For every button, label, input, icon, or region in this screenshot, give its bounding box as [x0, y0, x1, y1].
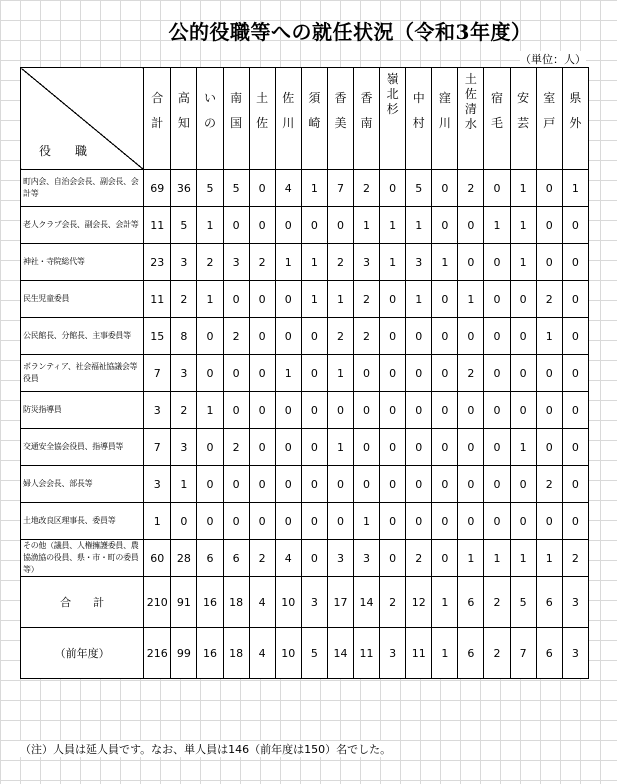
- value-cell: 0: [301, 355, 327, 392]
- value-cell: 12: [406, 577, 432, 628]
- value-cell: 0: [354, 466, 380, 503]
- value-cell: 0: [354, 429, 380, 466]
- row-label: 土地改良区理事長、委員等: [21, 503, 144, 540]
- value-cell: 11: [144, 281, 171, 318]
- value-cell: 0: [536, 244, 562, 281]
- value-cell: 2: [484, 577, 510, 628]
- table-row: [21, 170, 589, 207]
- value-cell: 0: [406, 392, 432, 429]
- table-row: [21, 540, 589, 577]
- value-cell: 1: [536, 540, 562, 577]
- value-cell: 0: [458, 392, 484, 429]
- value-cell: 2: [171, 392, 197, 429]
- value-cell: 0: [197, 429, 223, 466]
- column-header: [510, 68, 536, 170]
- row-label: 公民館長、分館長、主事委員等: [21, 318, 144, 355]
- value-cell: 0: [301, 540, 327, 577]
- column-header: [144, 68, 171, 170]
- value-cell: 1: [301, 244, 327, 281]
- value-cell: 6: [223, 540, 249, 577]
- value-cell: 10: [275, 628, 301, 679]
- value-cell: 1: [536, 318, 562, 355]
- value-cell: 1: [432, 244, 458, 281]
- value-cell: 6: [197, 540, 223, 577]
- column-header-text: 香南: [360, 91, 373, 130]
- value-cell: 3: [144, 466, 171, 503]
- column-header-text: 室戸: [543, 91, 556, 130]
- value-cell: 28: [171, 540, 197, 577]
- value-cell: 2: [484, 628, 510, 679]
- column-header-text: 佐川: [282, 91, 295, 130]
- value-cell: 0: [484, 170, 510, 207]
- value-cell: 0: [510, 503, 536, 540]
- column-header: [432, 68, 458, 170]
- value-cell: 0: [301, 503, 327, 540]
- value-cell: 1: [406, 207, 432, 244]
- value-cell: 1: [484, 207, 510, 244]
- column-header-text: 県外: [569, 91, 582, 130]
- value-cell: 11: [144, 207, 171, 244]
- value-cell: 2: [406, 540, 432, 577]
- value-cell: 1: [197, 207, 223, 244]
- value-cell: 6: [458, 628, 484, 679]
- row-label: ボランティア、社会福祉協議会等役員: [21, 355, 144, 392]
- column-header: [275, 68, 301, 170]
- value-cell: 1: [327, 355, 353, 392]
- value-cell: 99: [171, 628, 197, 679]
- value-cell: 0: [536, 429, 562, 466]
- table-row: [21, 355, 589, 392]
- value-cell: 3: [171, 429, 197, 466]
- value-cell: 69: [144, 170, 171, 207]
- value-cell: 0: [510, 318, 536, 355]
- value-cell: 0: [223, 503, 249, 540]
- value-cell: 2: [171, 281, 197, 318]
- table-row: [21, 466, 589, 503]
- value-cell: 0: [510, 355, 536, 392]
- value-cell: 0: [380, 318, 406, 355]
- column-header: [327, 68, 353, 170]
- column-header-text: いの: [203, 91, 216, 130]
- column-header-text: 窪川: [438, 91, 451, 130]
- row-label: 婦人会会長、部長等: [21, 466, 144, 503]
- value-cell: 7: [144, 429, 171, 466]
- value-cell: 3: [171, 244, 197, 281]
- value-cell: 0: [484, 281, 510, 318]
- value-cell: 5: [510, 577, 536, 628]
- value-cell: 7: [510, 628, 536, 679]
- value-cell: 7: [327, 170, 353, 207]
- value-cell: 0: [275, 207, 301, 244]
- value-cell: 0: [301, 318, 327, 355]
- value-cell: 3: [562, 628, 588, 679]
- table-row: [21, 503, 589, 540]
- value-cell: 0: [562, 503, 588, 540]
- value-cell: 18: [223, 628, 249, 679]
- value-cell: 1: [197, 281, 223, 318]
- value-cell: 0: [432, 281, 458, 318]
- value-cell: 0: [432, 429, 458, 466]
- column-header-text: 中村: [412, 91, 425, 130]
- column-header-text: 土佐清水: [464, 72, 477, 131]
- value-cell: 1: [275, 244, 301, 281]
- total-row: [21, 577, 589, 628]
- value-cell: 0: [249, 429, 275, 466]
- value-cell: 0: [458, 429, 484, 466]
- value-cell: 3: [223, 244, 249, 281]
- table-row: [21, 244, 589, 281]
- value-cell: 10: [275, 577, 301, 628]
- row-label: 民生児童委員: [21, 281, 144, 318]
- value-cell: 0: [458, 244, 484, 281]
- value-cell: 1: [432, 628, 458, 679]
- column-header: [354, 68, 380, 170]
- appointments-table: [20, 67, 589, 679]
- value-cell: 2: [249, 244, 275, 281]
- value-cell: 0: [562, 318, 588, 355]
- value-cell: 0: [406, 429, 432, 466]
- value-cell: 2: [249, 540, 275, 577]
- column-header: [484, 68, 510, 170]
- value-cell: 0: [275, 429, 301, 466]
- value-cell: 0: [380, 429, 406, 466]
- value-cell: 3: [354, 540, 380, 577]
- row-label: 防災指導員: [21, 392, 144, 429]
- value-cell: 1: [484, 540, 510, 577]
- value-cell: 1: [327, 429, 353, 466]
- value-cell: 0: [380, 355, 406, 392]
- value-cell: 5: [171, 207, 197, 244]
- value-cell: 2: [327, 318, 353, 355]
- value-cell: 0: [327, 392, 353, 429]
- value-cell: 14: [354, 577, 380, 628]
- value-cell: 0: [249, 355, 275, 392]
- value-cell: 0: [171, 503, 197, 540]
- value-cell: 60: [144, 540, 171, 577]
- value-cell: 0: [197, 355, 223, 392]
- value-cell: 0: [249, 281, 275, 318]
- value-cell: 6: [536, 628, 562, 679]
- row-label: （前年度）: [21, 628, 144, 679]
- row-label: その他（議員、人権擁護委員、農協漁協の役員、県・市・町の委員等）: [21, 540, 144, 577]
- value-cell: 0: [249, 392, 275, 429]
- value-cell: 8: [171, 318, 197, 355]
- column-header: [406, 68, 432, 170]
- value-cell: 5: [223, 170, 249, 207]
- value-cell: 0: [406, 318, 432, 355]
- column-header-text: 香美: [334, 91, 347, 130]
- row-label: 町内会、自治会会長、副会長、会計等: [21, 170, 144, 207]
- value-cell: 2: [354, 318, 380, 355]
- value-cell: 3: [171, 355, 197, 392]
- value-cell: 0: [249, 318, 275, 355]
- value-cell: 3: [562, 577, 588, 628]
- value-cell: 0: [510, 392, 536, 429]
- column-header-text: 嶺北杉: [386, 72, 399, 116]
- previous-year-row: [21, 628, 589, 679]
- value-cell: 6: [536, 577, 562, 628]
- value-cell: 0: [432, 318, 458, 355]
- value-cell: 0: [223, 207, 249, 244]
- value-cell: 0: [562, 281, 588, 318]
- value-cell: 4: [275, 540, 301, 577]
- value-cell: 1: [354, 503, 380, 540]
- value-cell: 0: [223, 281, 249, 318]
- column-header-text: 須崎: [308, 91, 321, 130]
- value-cell: 0: [458, 318, 484, 355]
- value-cell: 3: [301, 577, 327, 628]
- value-cell: 0: [536, 207, 562, 244]
- value-cell: 0: [275, 318, 301, 355]
- value-cell: 2: [458, 170, 484, 207]
- value-cell: 15: [144, 318, 171, 355]
- value-cell: 0: [301, 466, 327, 503]
- value-cell: 0: [484, 392, 510, 429]
- value-cell: 1: [510, 429, 536, 466]
- value-cell: 2: [380, 577, 406, 628]
- value-cell: 1: [458, 540, 484, 577]
- column-header: [458, 68, 484, 170]
- value-cell: 2: [223, 318, 249, 355]
- value-cell: 0: [562, 429, 588, 466]
- value-cell: 0: [380, 466, 406, 503]
- value-cell: 2: [354, 170, 380, 207]
- header-row: [21, 68, 589, 170]
- value-cell: 1: [510, 540, 536, 577]
- value-cell: 0: [562, 244, 588, 281]
- unit-label: （単位：人）: [520, 53, 586, 66]
- value-cell: 3: [144, 392, 171, 429]
- value-cell: 4: [275, 170, 301, 207]
- value-cell: 0: [562, 355, 588, 392]
- table-row: [21, 429, 589, 466]
- value-cell: 0: [432, 392, 458, 429]
- value-cell: 0: [197, 318, 223, 355]
- value-cell: 3: [327, 540, 353, 577]
- value-cell: 4: [249, 628, 275, 679]
- value-cell: 1: [171, 466, 197, 503]
- value-cell: 1: [458, 281, 484, 318]
- value-cell: 0: [223, 466, 249, 503]
- value-cell: 23: [144, 244, 171, 281]
- column-header-text: 高知: [177, 91, 190, 130]
- value-cell: 1: [406, 281, 432, 318]
- value-cell: 11: [406, 628, 432, 679]
- value-cell: 0: [510, 281, 536, 318]
- value-cell: 0: [275, 281, 301, 318]
- value-cell: 0: [432, 466, 458, 503]
- value-cell: 0: [301, 429, 327, 466]
- value-cell: 0: [432, 355, 458, 392]
- value-cell: 0: [249, 207, 275, 244]
- value-cell: 0: [406, 503, 432, 540]
- value-cell: 1: [197, 392, 223, 429]
- value-cell: 0: [380, 281, 406, 318]
- value-cell: 2: [327, 244, 353, 281]
- column-header: [301, 68, 327, 170]
- column-header: [380, 68, 406, 170]
- value-cell: 1: [301, 170, 327, 207]
- value-cell: 16: [197, 577, 223, 628]
- column-header-text: 安芸: [517, 91, 530, 130]
- header-label: 役 職: [39, 144, 94, 158]
- value-cell: 0: [223, 355, 249, 392]
- value-cell: 0: [432, 170, 458, 207]
- value-cell: 0: [458, 503, 484, 540]
- value-cell: 0: [484, 355, 510, 392]
- value-cell: 0: [406, 466, 432, 503]
- value-cell: 0: [484, 244, 510, 281]
- value-cell: 3: [406, 244, 432, 281]
- value-cell: 0: [562, 392, 588, 429]
- column-header: [223, 68, 249, 170]
- value-cell: 0: [301, 207, 327, 244]
- value-cell: 1: [354, 207, 380, 244]
- value-cell: 0: [223, 392, 249, 429]
- value-cell: 6: [458, 577, 484, 628]
- value-cell: 91: [171, 577, 197, 628]
- value-cell: 0: [197, 466, 223, 503]
- row-label: 交通安全協会役員、指導員等: [21, 429, 144, 466]
- value-cell: 0: [380, 503, 406, 540]
- value-cell: 3: [354, 244, 380, 281]
- column-header-text: 土佐: [256, 91, 269, 130]
- value-cell: 1: [144, 503, 171, 540]
- footnote: （注）人員は延人員です。なお、単人員は146（前年度は150）名でした。: [20, 743, 392, 756]
- table-row: [21, 392, 589, 429]
- table-row: [21, 318, 589, 355]
- table-row: [21, 281, 589, 318]
- column-header: [197, 68, 223, 170]
- value-cell: 1: [301, 281, 327, 318]
- value-cell: 0: [301, 392, 327, 429]
- column-header-text: 合計: [151, 91, 164, 130]
- value-cell: 1: [327, 281, 353, 318]
- value-cell: 0: [354, 392, 380, 429]
- column-header-text: 南国: [230, 91, 243, 130]
- value-cell: 1: [275, 355, 301, 392]
- value-cell: 2: [536, 281, 562, 318]
- value-cell: 0: [484, 318, 510, 355]
- value-cell: 2: [223, 429, 249, 466]
- value-cell: 0: [249, 170, 275, 207]
- value-cell: 0: [327, 466, 353, 503]
- value-cell: 0: [249, 466, 275, 503]
- value-cell: 2: [354, 281, 380, 318]
- value-cell: 0: [510, 466, 536, 503]
- value-cell: 0: [275, 503, 301, 540]
- value-cell: 0: [380, 540, 406, 577]
- value-cell: 0: [275, 392, 301, 429]
- table-row: [21, 207, 589, 244]
- value-cell: 0: [380, 170, 406, 207]
- value-cell: 216: [144, 628, 171, 679]
- value-cell: 0: [327, 207, 353, 244]
- page-title: 公的役職等への就任状況（令和3年度）: [168, 20, 532, 44]
- value-cell: 0: [536, 170, 562, 207]
- value-cell: 0: [380, 392, 406, 429]
- value-cell: 1: [510, 170, 536, 207]
- value-cell: 0: [562, 207, 588, 244]
- row-label: 合 計: [21, 577, 144, 628]
- value-cell: 0: [197, 503, 223, 540]
- value-cell: 11: [354, 628, 380, 679]
- row-label: 老人クラブ会長、副会長、会計等: [21, 207, 144, 244]
- value-cell: 210: [144, 577, 171, 628]
- value-cell: 0: [484, 429, 510, 466]
- value-cell: 16: [197, 628, 223, 679]
- value-cell: 17: [327, 577, 353, 628]
- value-cell: 0: [536, 503, 562, 540]
- value-cell: 0: [327, 503, 353, 540]
- value-cell: 0: [536, 392, 562, 429]
- header-corner-cell: [21, 68, 144, 170]
- value-cell: 7: [144, 355, 171, 392]
- value-cell: 2: [562, 540, 588, 577]
- row-label: 神社・寺院総代等: [21, 244, 144, 281]
- column-header-text: 宿毛: [491, 91, 504, 130]
- value-cell: 0: [562, 466, 588, 503]
- column-header: [536, 68, 562, 170]
- value-cell: 0: [484, 466, 510, 503]
- value-cell: 0: [536, 355, 562, 392]
- value-cell: 1: [380, 244, 406, 281]
- column-header: [249, 68, 275, 170]
- value-cell: 4: [249, 577, 275, 628]
- value-cell: 1: [380, 207, 406, 244]
- value-cell: 1: [510, 207, 536, 244]
- value-cell: 0: [458, 207, 484, 244]
- value-cell: 18: [223, 577, 249, 628]
- value-cell: 5: [301, 628, 327, 679]
- value-cell: 3: [380, 628, 406, 679]
- value-cell: 0: [432, 207, 458, 244]
- value-cell: 2: [458, 355, 484, 392]
- column-header: [562, 68, 588, 170]
- value-cell: 0: [249, 503, 275, 540]
- value-cell: 36: [171, 170, 197, 207]
- value-cell: 0: [354, 355, 380, 392]
- value-cell: 1: [562, 170, 588, 207]
- value-cell: 1: [432, 577, 458, 628]
- value-cell: 0: [484, 503, 510, 540]
- value-cell: 0: [432, 540, 458, 577]
- value-cell: 0: [458, 466, 484, 503]
- value-cell: 14: [327, 628, 353, 679]
- column-header: [171, 68, 197, 170]
- value-cell: 0: [432, 503, 458, 540]
- value-cell: 5: [406, 170, 432, 207]
- value-cell: 1: [510, 244, 536, 281]
- value-cell: 0: [406, 355, 432, 392]
- value-cell: 0: [275, 466, 301, 503]
- value-cell: 2: [536, 466, 562, 503]
- value-cell: 5: [197, 170, 223, 207]
- value-cell: 2: [197, 244, 223, 281]
